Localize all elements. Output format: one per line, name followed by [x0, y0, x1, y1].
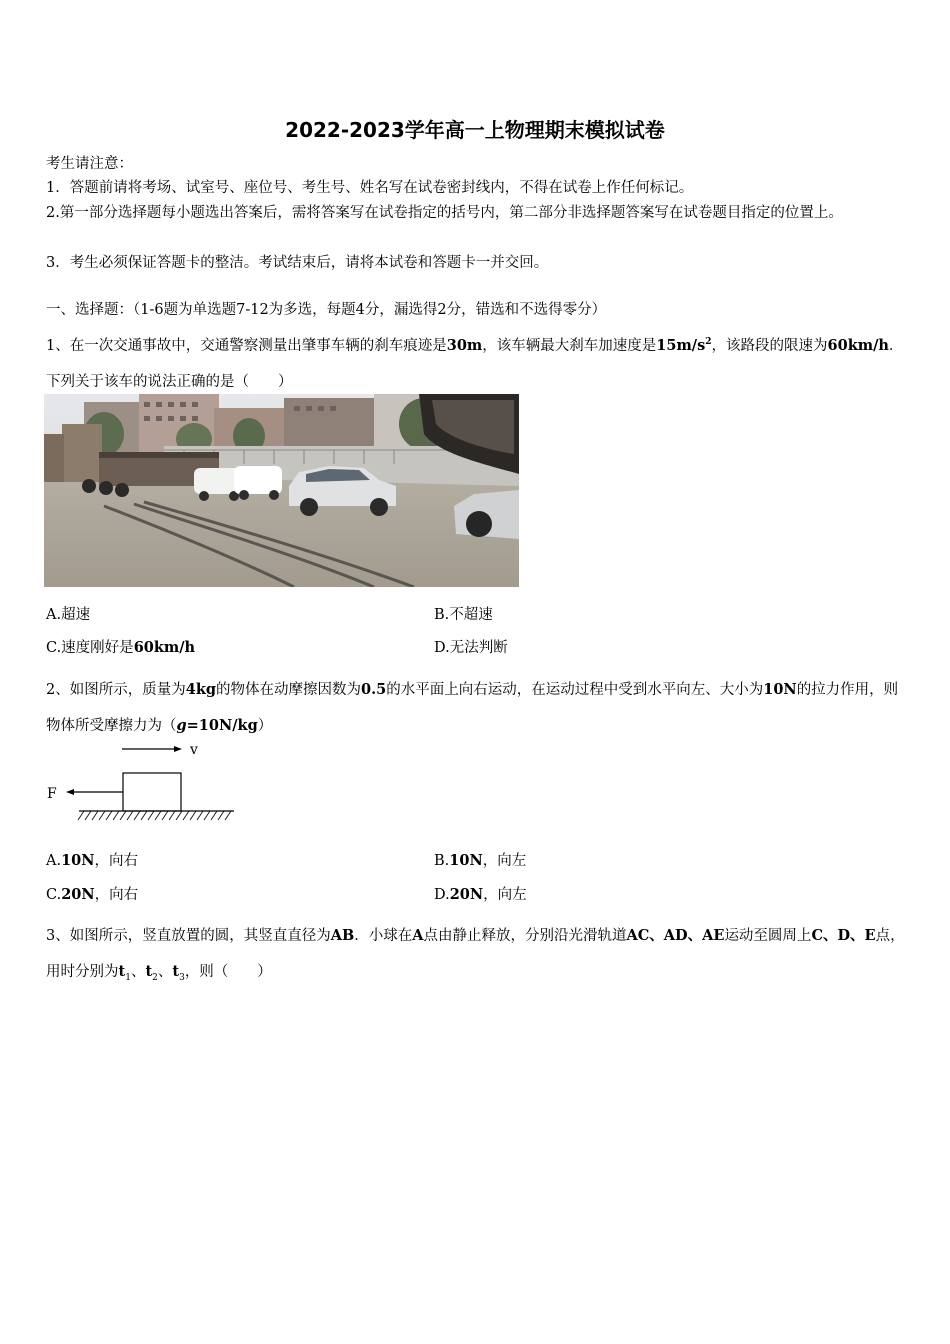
q1-option-c: C.速度刚好是60km/h — [46, 639, 196, 656]
question-3-stem: 3、如图所示，竖直放置的圆，其竖直直径为AB．小球在A点由静止释放，分别沿光滑轨道AC、AD、AE运动至圆周上C、D、E点，用时分别为$t_1$、$t_2$、$t_3$，则（ ） — [46, 927, 905, 983]
q2-option-c: C.20N，向右 — [46, 886, 139, 903]
section-heading: 一、选择题：（1-6题为单选题7-12为多选，每题4分，漏选得2分，错选和不选得零分） — [46, 302, 607, 318]
force-label: F — [47, 786, 57, 802]
road-photo-illustration — [44, 394, 519, 587]
velocity-arrow-head — [174, 746, 182, 752]
q2-option-d: D.20N，向左 — [434, 886, 527, 903]
page-title: 2022-2023学年高一上物理期末模拟试卷 — [285, 118, 665, 142]
q2-option-b: B.10N，向左 — [434, 852, 527, 869]
force-arrow-head — [66, 789, 74, 795]
force-block-diagram — [44, 738, 244, 828]
q1-option-a: A.超速 — [46, 607, 91, 623]
velocity-label: v — [190, 742, 198, 758]
notice-item-2: 2.第一部分选择题每小题选出答案后，需将答案写在试卷指定的括号内，第二部分非选择题答案写在试卷题目指定的位置上。 — [46, 205, 843, 221]
mass-block — [123, 773, 181, 811]
notice-heading: 考生请注意： — [46, 156, 133, 172]
question-1-stem: 1、在一次交通事故中，交通警察测量出肇事车辆的刹车痕迹是30m，该车辆最大刹车加速度是$15m/s^2$，该路段的限速为60km/h．下列关于该车的说法正确的是（ ） — [46, 336, 904, 390]
notice-item-1: 1．答题前请将考场、试室号、座位号、考生号、姓名写在试卷密封线内，不得在试卷上作任何标记。 — [46, 180, 694, 196]
ground-hatching — [78, 811, 231, 820]
q2-option-a: A.10N，向右 — [46, 852, 139, 869]
accident-scene-photo — [44, 394, 519, 587]
notice-item-3: 3．考生必须保证答题卡的整洁。考试结束后，请将本试卷和答题卡一并交回。 — [46, 255, 549, 271]
q1-option-d: D.无法判断 — [434, 640, 508, 656]
q1-option-b: B.不超速 — [434, 607, 493, 623]
question-2-stem: 2、如图所示，质量为4kg的物体在动摩擦因数为0.5的水平面上向右运动，在运动过程中受到水平向左、大小为10N的拉力作用，则物体所受摩擦力为（g=10N/kg） — [46, 681, 899, 734]
